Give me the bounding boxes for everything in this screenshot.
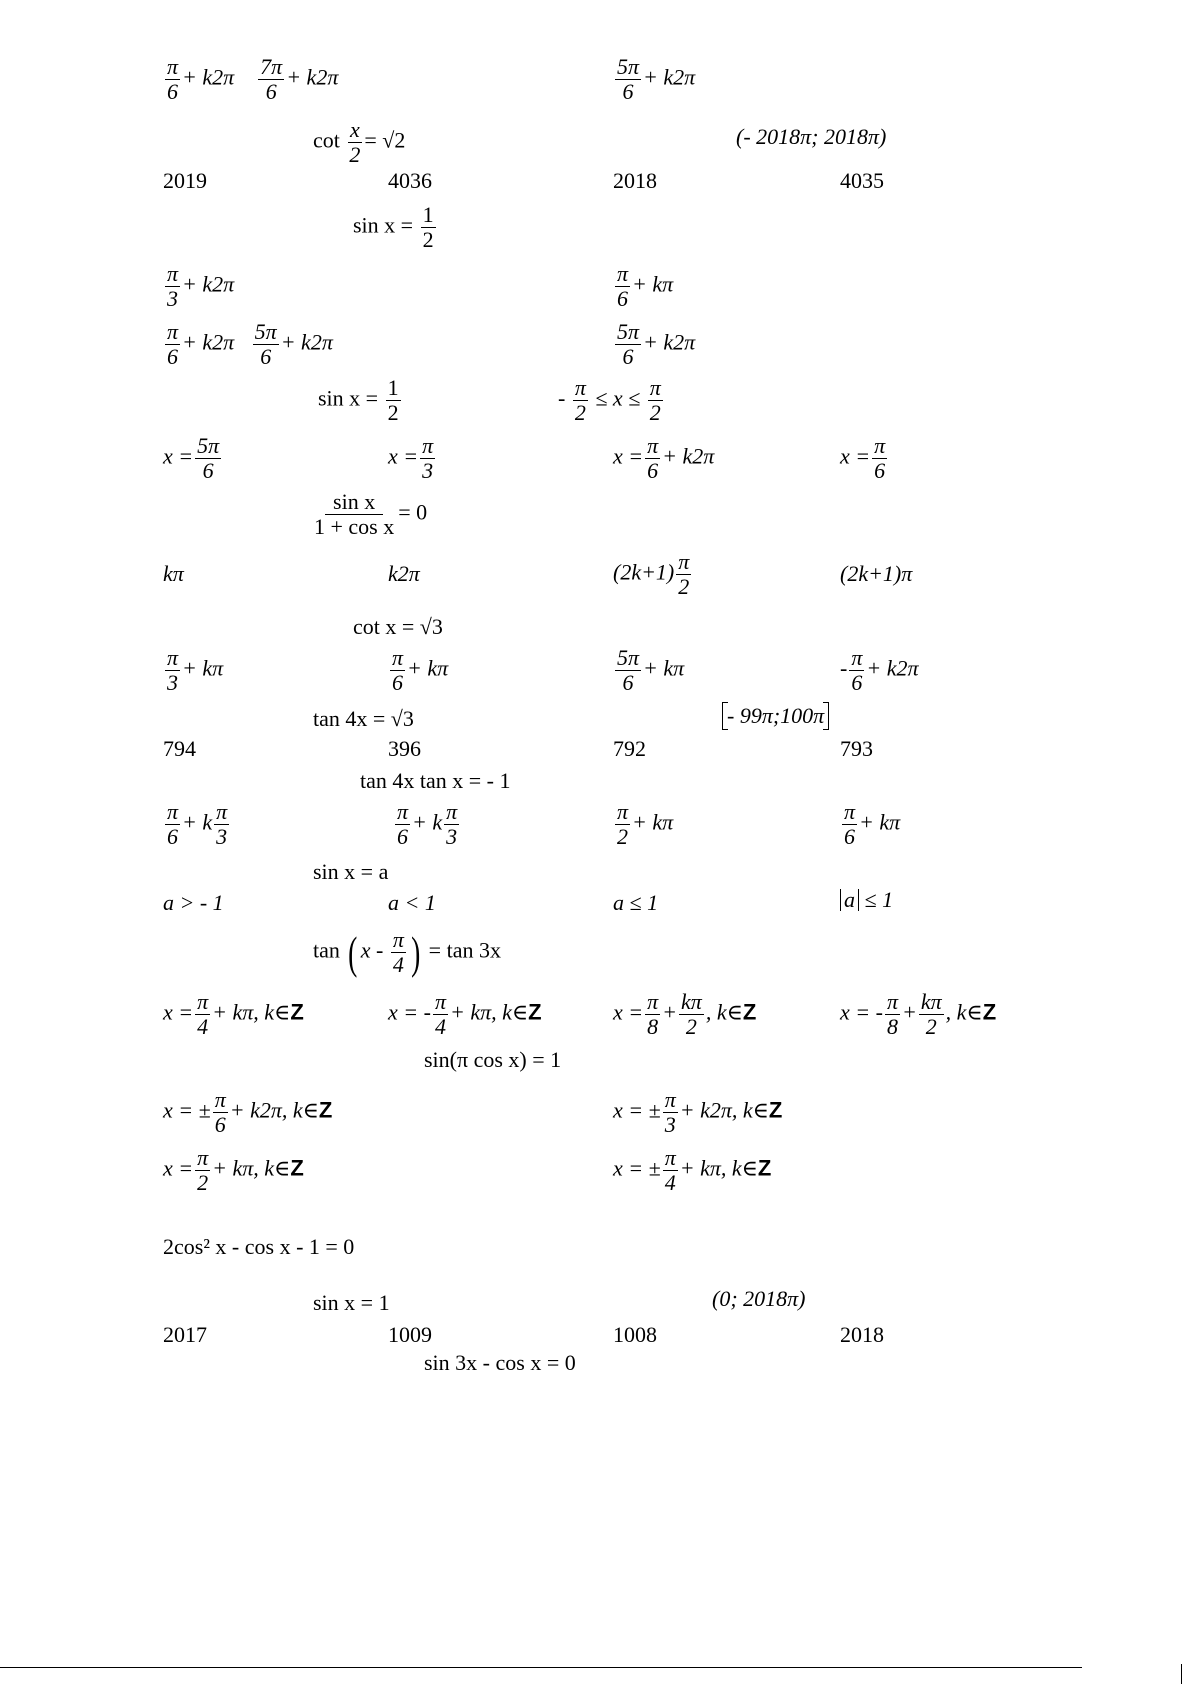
option-c: $\frac{5\pi}{6}$ + kπ (617, 645, 685, 696)
option-a: $\frac{\pi}{6}$ + k $\frac{\pi}{3}$ (167, 799, 228, 850)
option-d: 4035 (840, 168, 884, 193)
option-b: 396 (388, 736, 421, 761)
question-2cos2x: 2cos² x - cos x - 1 = 0 (163, 1234, 355, 1259)
question-tan4x-tanx: tan 4x tan x = - 1 (360, 768, 511, 793)
option-d: a ≤ 1 (840, 889, 893, 911)
option-a: 2019 (163, 168, 207, 193)
option-d: 793 (840, 736, 873, 761)
option-c: x = $\frac{\pi}{2}$ + kπ, k∈Z (163, 1145, 304, 1196)
option-d: $\frac{\pi}{6}$ + kπ (844, 799, 901, 850)
option-c: $\frac{\pi}{6}$ + k2π $\frac{5\pi}{6}$ + k2π (167, 319, 333, 370)
question-sinx-a: sin x = a (313, 859, 389, 884)
option-a: x = $\frac{\pi}{4}$ + kπ, k∈Z (163, 989, 304, 1040)
option-c: 1008 (613, 1322, 657, 1347)
option-b: k2π (388, 561, 420, 586)
option-c: x = $\frac{\pi}{6}$ + k2π (613, 433, 715, 484)
interval-q2: (- 2018π; 2018π) (736, 124, 887, 149)
expr-r1-a: $\frac{\pi}{6}$ + k2π $\frac{7\pi}{6}$ + k2π (167, 54, 339, 105)
question-tan-equation: tan ( x - $\frac{\pi}{4}$ ) = tan 3x (313, 926, 501, 978)
option-c: a ≤ 1 (613, 890, 659, 915)
question-sin3x-cosx: sin 3x - cos x = 0 (424, 1350, 576, 1375)
option-c: $\frac{\pi}{2}$ + kπ (617, 799, 674, 850)
question-sin-pi-cosx: sin(π cos x) = 1 (424, 1047, 562, 1072)
option-c: 792 (613, 736, 646, 761)
option-b: a < 1 (388, 890, 436, 915)
option-c: (2k+1) $\frac{\pi}{2}$ (613, 549, 690, 600)
option-b: 1009 (388, 1322, 432, 1347)
page-bottom-rule (0, 1667, 1082, 1668)
option-d: $\frac{5\pi}{6}$ + k2π (617, 319, 696, 370)
option-a: a > - 1 (163, 890, 224, 915)
option-b: x = $\frac{\pi}{3}$ (388, 433, 434, 484)
option-d: x = $\frac{\pi}{6}$ (840, 433, 886, 484)
interval-q13: (0; 2018π) (712, 1286, 806, 1311)
option-b: $\frac{\pi}{6}$ + k $\frac{\pi}{3}$ (397, 799, 458, 850)
option-d: 2018 (840, 1322, 884, 1347)
question-sin-over-1pluscos: $\frac{\text{sin x}}{\text{1 + cos x}}$ = 0 (314, 489, 428, 540)
option-a: 794 (163, 736, 196, 761)
option-c: 2018 (613, 168, 657, 193)
option-b: $\frac{\pi}{6}$ + kπ (392, 645, 449, 696)
option-b: $\frac{\pi}{6}$ + kπ (617, 261, 674, 312)
question-cot-x-sqrt3: cot x = √3 (353, 614, 443, 639)
option-a: x = ± $\frac{\pi}{6}$ + k2π, k∈Z (163, 1087, 333, 1138)
expr-r1-c: $\frac{5\pi}{6}$ + k2π (617, 54, 696, 105)
page-corner-mark (1181, 1664, 1192, 1684)
question-sinx-1: sin x = 1 (313, 1290, 390, 1315)
question-cot-x-2: cot $\frac{x}{2}$ = √2 (313, 117, 406, 168)
option-a: $\frac{\pi}{3}$ + kπ (167, 645, 224, 696)
option-c: x = $\frac{\pi}{8}$ + $\frac{k\pi}{2}$ , k∈Z (613, 989, 757, 1040)
option-d: (2k+1)π (840, 561, 913, 586)
option-a: x = $\frac{5\pi}{6}$ (163, 433, 220, 484)
question-sin-x-half: sin x = $\frac{1}{2}$ (353, 202, 434, 253)
option-b: 4036 (388, 168, 432, 193)
option-b: x = ± $\frac{\pi}{3}$ + k2π, k∈Z (613, 1087, 783, 1138)
option-a: 2017 (163, 1322, 207, 1347)
condition-q4: - $\frac{\pi}{2}$ ≤ x ≤ $\frac{\pi}{2}$ (558, 375, 661, 426)
question-sin-x-half-2: sin x = $\frac{1}{2}$ (318, 375, 399, 426)
option-d: x = ± $\frac{\pi}{4}$ + kπ, k∈Z (613, 1145, 772, 1196)
option-b: x = - $\frac{\pi}{4}$ + kπ, k∈Z (388, 989, 542, 1040)
option-d: x = - $\frac{\pi}{8}$ + $\frac{k\pi}{2}$ , k∈Z (840, 989, 997, 1040)
option-d: - $\frac{\pi}{6}$ + k2π (840, 645, 919, 696)
option-a: kπ (163, 561, 184, 586)
interval-q7: - 99π;100π (722, 702, 829, 730)
option-a: $\frac{\pi}{3}$ + k2π (167, 261, 235, 312)
question-tan4x-sqrt3: tan 4x = √3 (313, 706, 414, 731)
